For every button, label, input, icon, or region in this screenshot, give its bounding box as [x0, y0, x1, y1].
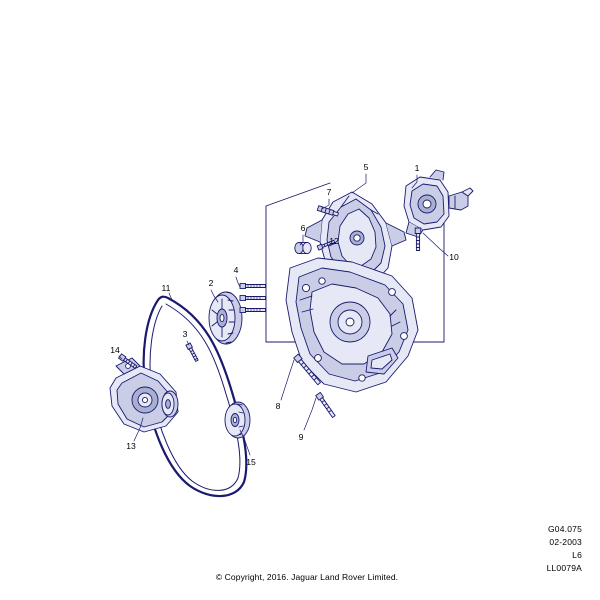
belt-tensioner-13 [110, 358, 178, 432]
pump-pulley-2 [209, 292, 242, 344]
callout-12: 12 [329, 236, 339, 246]
callout-10: 10 [449, 252, 459, 262]
bolt-9 [316, 392, 336, 418]
meta-line-illustration-code: LL0079A [546, 563, 582, 573]
pulley-bolts-4 [240, 283, 266, 312]
drawing-meta [462, 523, 582, 575]
callout-15: 15 [246, 457, 256, 467]
callout-9: 9 [298, 432, 304, 442]
idler-pulley-15 [225, 402, 250, 438]
power-steering-pump [404, 170, 473, 237]
meta-line-model: L6 [572, 550, 582, 560]
callout-11: 11 [161, 283, 171, 293]
copyright-notice: © Copyright, 2016. Jaguar Land Rover Limited. [215, 572, 399, 582]
bolt-3 [186, 343, 199, 362]
callout-5: 5 [363, 162, 369, 172]
callout-4: 4 [233, 265, 239, 275]
callout-13: 13 [126, 441, 136, 451]
callout-7: 7 [326, 187, 332, 197]
callout-6: 6 [300, 223, 306, 233]
callout-14: 14 [110, 345, 120, 355]
front-cover-bracket [286, 258, 418, 392]
callout-2: 2 [208, 278, 214, 288]
spacer-bush-6 [295, 242, 311, 253]
callout-1: 1 [414, 163, 420, 173]
meta-line-date: 02-2003 [549, 537, 582, 547]
meta-line-drawing-number: G04.075 [547, 524, 582, 534]
bolt-10 [415, 228, 421, 251]
callout-3: 3 [182, 329, 188, 339]
callout-8: 8 [275, 401, 281, 411]
